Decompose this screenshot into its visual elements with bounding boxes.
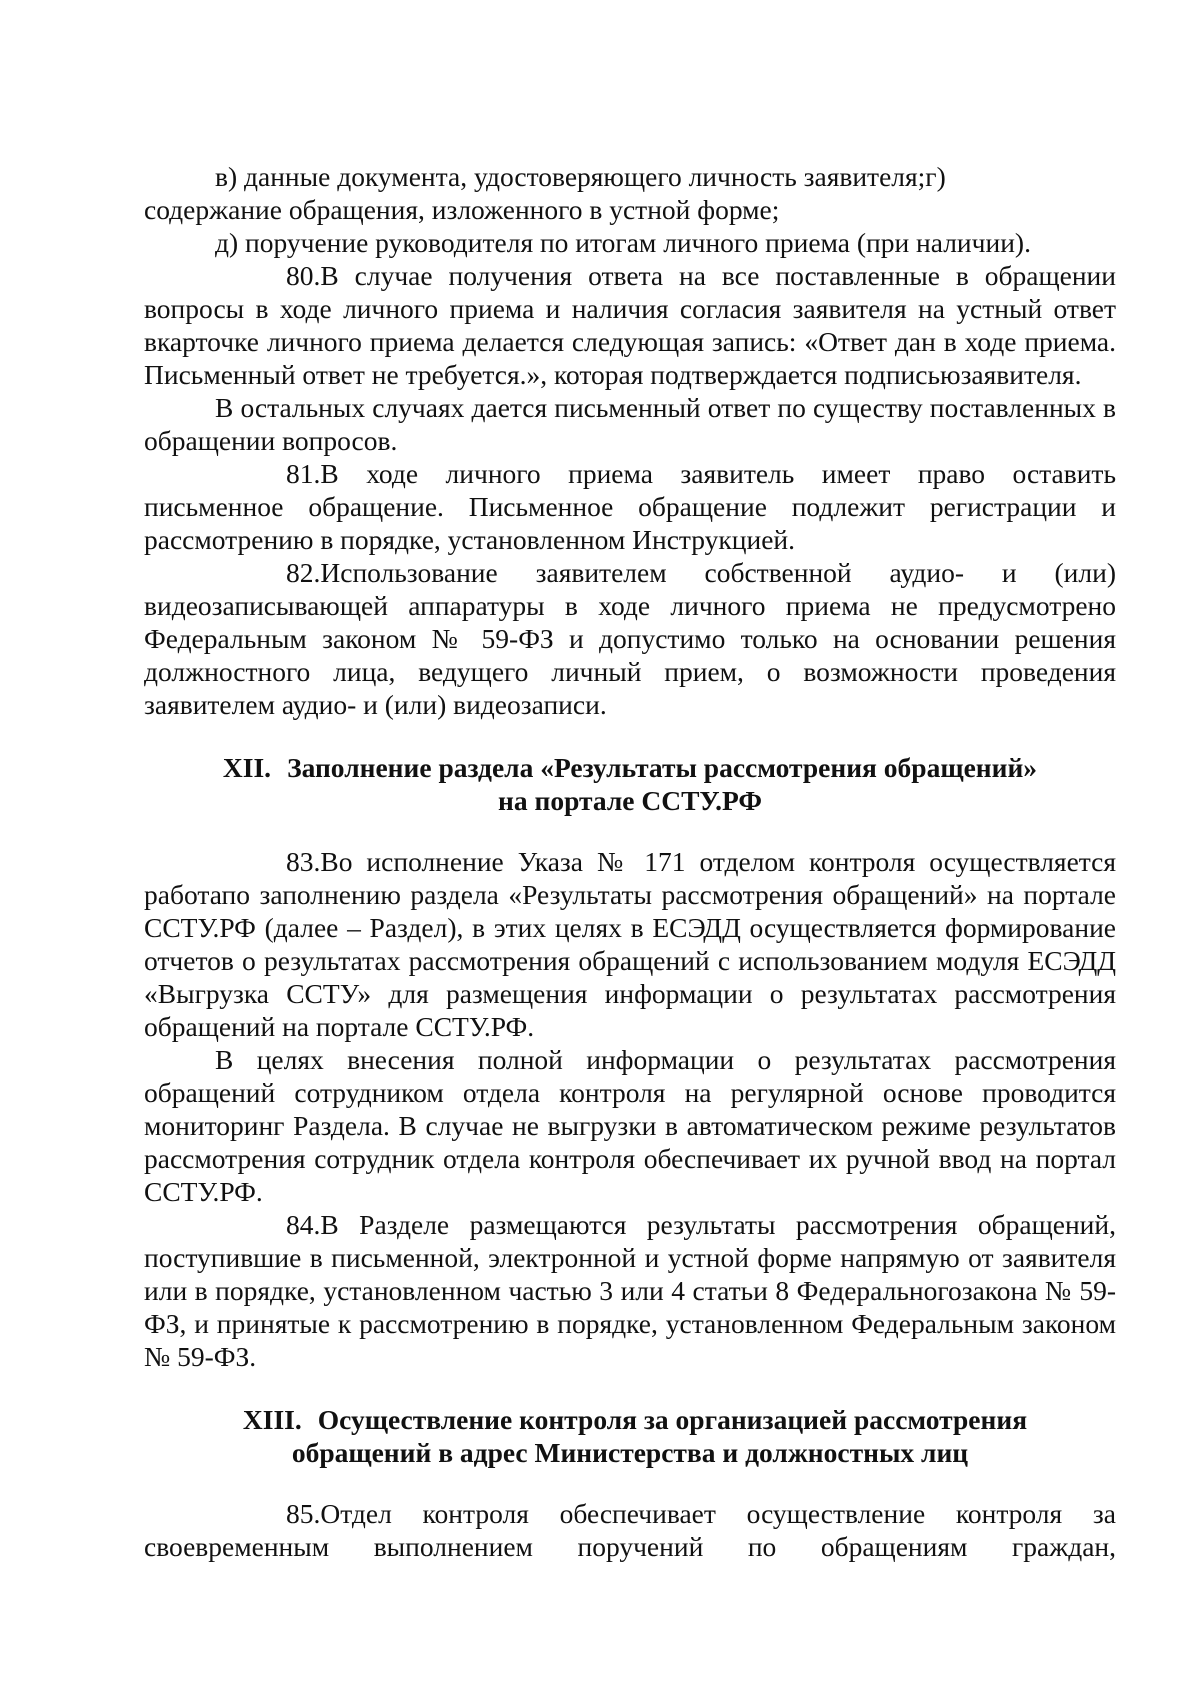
section-number: XIII. xyxy=(242,1404,302,1435)
section-title: Осуществление контроля за организацией рассмотрения xyxy=(317,1404,1028,1435)
document-page xyxy=(144,160,1116,1563)
paragraph-text: Отдел контроля обеспечивает осуществление контроля за своевременным выполнением поручений по обращениям граждан, xyxy=(144,1498,1116,1562)
paragraph-80 xyxy=(144,259,1116,391)
paragraph-item-v: в) данные документа, удостоверяющего личность заявителя;г) xyxy=(215,161,946,192)
paragraph-number: 80. xyxy=(286,260,321,291)
paragraph-81 xyxy=(144,457,1116,556)
paragraph-85 xyxy=(144,1497,1116,1563)
paragraph-number: 82. xyxy=(286,557,321,588)
section-heading-line-2: на портале ССТУ.РФ xyxy=(498,785,762,816)
section-heading-xiii xyxy=(144,1403,1116,1469)
section-heading-line-1 xyxy=(144,751,1116,784)
section-title: Заполнение раздела «Результаты рассмотрения обращений» xyxy=(287,752,1038,783)
paragraph-83 xyxy=(144,845,1116,1043)
paragraph-item-d: д) поручение руководителя по итогам личного приема (при наличии). xyxy=(215,227,1031,258)
paragraph-number: 85. xyxy=(286,1498,321,1529)
paragraph-number: 81. xyxy=(286,458,321,489)
section-heading-line-2: обращений в адрес Министерства и должностных лиц xyxy=(291,1437,969,1468)
paragraph-text: Во исполнение Указа № 171 отделом контроля осуществляется работапо заполнению раздела «Результаты рассмотрения обращений» на портале ССТУ.РФ (далее – Раздел), в этих целях в ЕСЭДД осуществляется формирование отчетов о результатах рассмотрения обращений с использованием модуля ЕСЭДД «Выгрузка ССТУ» для размещения информации о результатах рассмотрения обращений на портале ССТУ.РФ. xyxy=(144,846,1116,1042)
paragraph-text: В ходе личного приема заявитель имеет право оставить письменное обращение. Письменное обращение подлежит регистрации и рассмотрению в порядке, установленном Инструкцией. xyxy=(144,458,1116,555)
paragraph-text: В случае получения ответа на все поставленные в обращении вопросы в ходе личного приема и наличия согласия заявителя на устный ответ вкарточке личного приема делается следующая запись: «Ответ дан в ходе приема. Письменный ответ не требуется.», которая подтверждается подписьюзаявителя. xyxy=(144,260,1116,390)
paragraph-83-continuation: В целях внесения полной информации о результатах рассмотрения обращений сотрудником отдела контроля на регулярной основе проводится мониторинг Раздела. В случае не выгрузки в автоматическом режиме результатов рассмотрения сотрудник отдела контроля обеспечивает их ручной ввод на портал ССТУ.РФ. xyxy=(144,1044,1116,1207)
paragraph-number: 84. xyxy=(286,1209,321,1240)
paragraph-84 xyxy=(144,1208,1116,1373)
section-heading-line-1 xyxy=(144,1403,1116,1436)
paragraph-82 xyxy=(144,556,1116,721)
paragraph-text: Использование заявителем собственной аудио- и (или) видеозаписывающей аппаратуры в ходе личного приема не предусмотрено Федеральным законом № 59-ФЗ и допустимо только на основании решения должностного лица, ведущего личный прием, о возможности проведения заявителем аудио- и (или) видеозаписи. xyxy=(144,557,1116,720)
section-number: XII. xyxy=(222,752,272,783)
paragraph-text: В Разделе размещаются результаты рассмотрения обращений, поступившие в письменной, электронной и устной форме напрямую от заявителя или в порядке, установленном частью 3 или 4 статьи 8 Федеральногозакона № 59-ФЗ, и принятые к рассмотрению в порядке, установленном Федеральным законом № 59-ФЗ. xyxy=(144,1209,1116,1372)
section-heading-xii xyxy=(144,751,1116,817)
paragraph-content-line: содержание обращения, изложенного в устной форме; xyxy=(144,194,780,225)
paragraph-80-continuation: В остальных случаях дается письменный ответ по существу поставленных в обращении вопросов. xyxy=(144,392,1116,456)
paragraph-number: 83. xyxy=(286,846,321,877)
